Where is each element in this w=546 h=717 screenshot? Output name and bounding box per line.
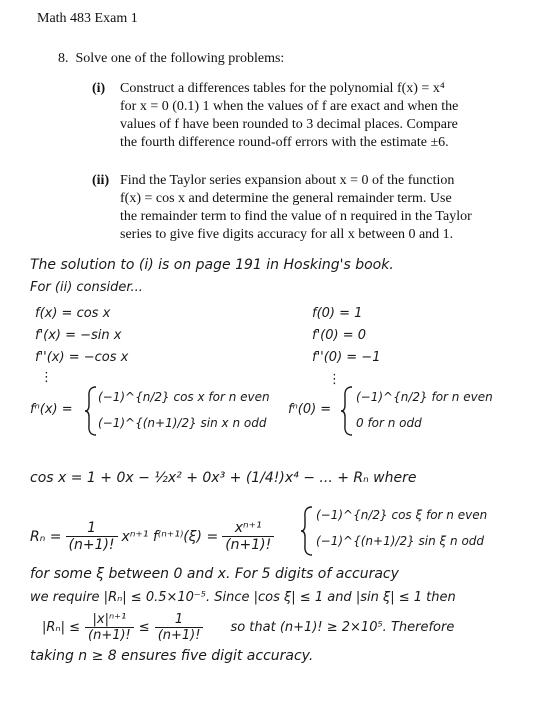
rn-mid: xⁿ⁺¹ f⁽ⁿ⁺¹⁾(ξ) =	[121, 528, 219, 545]
fn-general-label: fⁿ(x) =	[30, 402, 73, 417]
rn-case-even: (−1)^{n/2} cos ξ for n even	[316, 508, 488, 522]
deriv-right-1: f'(0) = 0	[312, 328, 366, 343]
part-i-line: the fourth difference round-off errors with the estimate ±6.	[120, 135, 449, 150]
rn-lhs: Rₙ =	[30, 528, 62, 545]
bound-frac2-num: 1	[155, 612, 204, 628]
rn-frac2-num: xⁿ⁺¹	[222, 520, 274, 537]
deriv-right-2: f''(0) = −1	[312, 350, 381, 365]
part-ii-line: Find the Taylor series expansion about x = 0 of the function	[120, 173, 455, 188]
fn-zero-case-odd: 0 for n odd	[356, 416, 422, 430]
rn-frac1-num: 1	[66, 520, 118, 537]
bound-fraction-2	[155, 612, 204, 643]
bound-frac1-num: |x|ⁿ⁺¹	[85, 612, 134, 628]
problem-prompt	[58, 50, 284, 68]
solution-line-1: The solution to (i) is on page 191 in Hosking's book.	[30, 257, 394, 273]
bound-le: ≤	[138, 620, 150, 635]
deriv-left-1: f'(x) = −sin x	[35, 328, 122, 343]
fn-zero-label: fⁿ(0) =	[288, 402, 332, 417]
part-ii-line: series to give five digits accuracy for all x between 0 and 1.	[120, 227, 454, 242]
bound-lhs: |Rₙ| ≤	[42, 620, 81, 635]
part-i-line: for x = 0 (0.1) 1 when the values of f are exact and when the	[120, 99, 459, 114]
bound-expression	[42, 612, 454, 643]
rn-cases-brace	[300, 505, 314, 557]
part-i-line: values of f have been rounded to 3 decimal places. Compare	[120, 117, 458, 132]
part-ii-line: the remainder term to find the value of n required in the Taylor	[120, 209, 472, 224]
remainder-expression	[30, 520, 274, 553]
bound-fraction-1	[85, 612, 134, 643]
fn-general-case-even: (−1)^{n/2} cos x for n even	[98, 390, 270, 404]
bound-frac2-den: (n+1)!	[157, 628, 201, 643]
problem-number: 8.	[58, 51, 69, 66]
rn-fraction-2	[222, 520, 274, 553]
rn-case-odd: (−1)^{(n+1)/2} sin ξ n odd	[316, 534, 485, 548]
rn-fraction-1	[66, 520, 118, 553]
solution-text-1: for some ξ between 0 and x. For 5 digits of accuracy	[30, 566, 399, 582]
part-ii-line: f(x) = cos x and determine the general remainder term. Use	[120, 191, 452, 206]
part-ii-label: (ii)	[92, 173, 110, 188]
deriv-left-0: f(x) = cos x	[35, 306, 111, 321]
fn-zero-brace	[340, 385, 354, 437]
deriv-right-3: ⋮	[328, 372, 341, 387]
part-i-line: Construct a differences tables for the polynomial f(x) = x⁴	[120, 81, 445, 96]
exam-header: Math 483 Exam 1	[37, 11, 138, 26]
rn-frac1-den: (n+1)!	[68, 537, 115, 553]
part-ii	[92, 172, 518, 244]
deriv-right-0: f(0) = 1	[312, 306, 363, 321]
deriv-left-2: f''(x) = −cos x	[35, 350, 129, 365]
fn-general-case-odd: (−1)^{(n+1)/2} sin x n odd	[98, 416, 267, 430]
taylor-series: cos x = 1 + 0x − ½x² + 0x³ + (1/4!)x⁴ − ... + Rₙ where	[30, 470, 417, 486]
bound-rest: so that (n+1)! ≥ 2×10⁵. Therefore	[230, 620, 455, 635]
solution-text-2: we require |Rₙ| ≤ 0.5×10⁻⁵. Since |cos ξ| ≤ 1 and |sin ξ| ≤ 1 then	[30, 590, 456, 605]
solution-line-2: For (ii) consider...	[30, 280, 143, 295]
deriv-left-3: ⋮	[40, 370, 53, 385]
final-conclusion: taking n ≥ 8 ensures five digit accuracy.	[30, 648, 314, 664]
bound-frac1-den: (n+1)!	[88, 628, 131, 643]
fn-zero-case-even: (−1)^{n/2} for n even	[356, 390, 493, 404]
part-i	[92, 80, 518, 152]
problem-prompt-text: Solve one of the following problems:	[75, 51, 285, 66]
rn-frac2-den: (n+1)!	[225, 537, 272, 553]
part-i-label: (i)	[92, 81, 106, 96]
fn-general-brace	[84, 385, 98, 437]
